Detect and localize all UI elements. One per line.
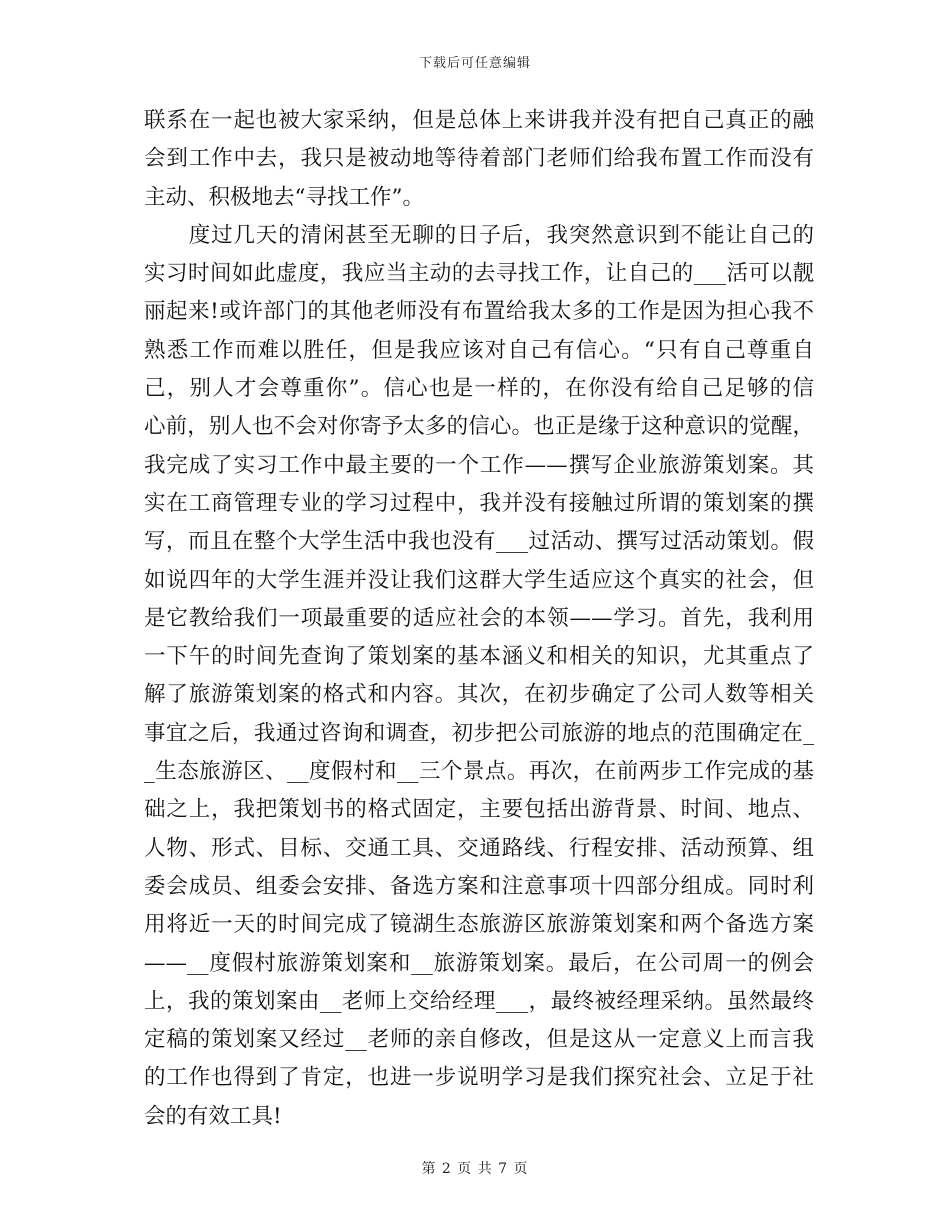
body-text-line: 己，别人才会尊重你”。信心也是一样的，在你没有给自己足够的信 (144, 376, 814, 402)
body-text-line: 我完成了实习工作中最主要的一个工作——撰写企业旅游策划案。其 (144, 452, 814, 478)
body-text-line: 定稿的策划案又经过__老师的亲自修改，但是这从一定意义上而言我 (144, 1027, 814, 1053)
body-text-line: 心前，别人也不会对你寄予太多的信心。也正是缘于这种意识的觉醒， (144, 414, 814, 440)
body-text-line: 人物、形式、目标、交通工具、交通路线、行程安排、活动预算、组 (144, 835, 814, 861)
body-text-line: 实在工商管理专业的学习过程中，我并没有接触过所谓的策划案的撰 (144, 490, 814, 516)
body-text-line: 上，我的策划案由__老师上交给经理___，最终被经理采纳。虽然最终 (144, 988, 814, 1014)
body-text-line: ——__度假村旅游策划案和__旅游策划案。最后，在公司周一的例会 (144, 950, 814, 976)
body-text-line: 是它教给我们一项最重要的适应社会的本领——学习。首先，我利用 (144, 605, 814, 631)
body-text-line: 会到工作中去，我只是被动地等待着部门老师们给我布置工作而没有 (144, 146, 814, 172)
document-body (144, 102, 814, 1136)
body-text-line: 主动、积极地去“寻找工作”。 (144, 184, 424, 210)
page-number: 第 2 页 共 7 页 (421, 1161, 529, 1177)
body-text-line: 实习时间如此虚度，我应当主动的去寻找工作，让自己的___活可以靓 (144, 261, 814, 287)
body-text-line: _生态旅游区、__度假村和__三个景点。再次，在前两步工作完成的基 (144, 759, 814, 785)
page-header: 下载后可任意编辑 (418, 56, 531, 71)
body-text-line: 委会成员、组委会安排、备选方案和注意事项十四部分组成。同时利 (144, 873, 814, 899)
body-text-line: 熟悉工作而难以胜任，但是我应该对自己有信心。“只有自己尊重自 (144, 337, 814, 363)
body-text-line: 度过几天的清闲甚至无聊的日子后，我突然意识到不能让自己的 (144, 222, 814, 248)
body-text-line: 如说四年的大学生涯并没让我们这群大学生适应这个真实的社会，但 (144, 567, 814, 593)
body-text-line: 础之上，我把策划书的格式固定，主要包括出游背景、时间、地点、 (144, 797, 814, 823)
body-text-line: 丽起来!或许部门的其他老师没有布置给我太多的工作是因为担心我不 (144, 299, 814, 325)
body-text-line: 的工作也得到了肯定，也进一步说明学习是我们探究社会、立足于社 (144, 1065, 814, 1091)
body-text-line: 写，而且在整个大学生活中我也没有___过活动、撰写过活动策划。假 (144, 529, 814, 555)
body-text-line: 会的有效工具! (144, 1103, 282, 1129)
body-text-line: 解了旅游策划案的格式和内容。其次，在初步确定了公司人数等相关 (144, 682, 814, 708)
body-text-line: 一下午的时间先查询了策划案的基本涵义和相关的知识，尤其重点了 (144, 644, 814, 670)
body-text-line: 事宜之后，我通过咨询和调查，初步把公司旅游的地点的范围确定在_ (144, 720, 814, 746)
body-text-line: 用将近一天的时间完成了镜湖生态旅游区旅游策划案和两个备选方案 (144, 912, 814, 938)
body-text-line: 联系在一起也被大家采纳，但是总体上来讲我并没有把自己真正的融 (144, 108, 814, 133)
